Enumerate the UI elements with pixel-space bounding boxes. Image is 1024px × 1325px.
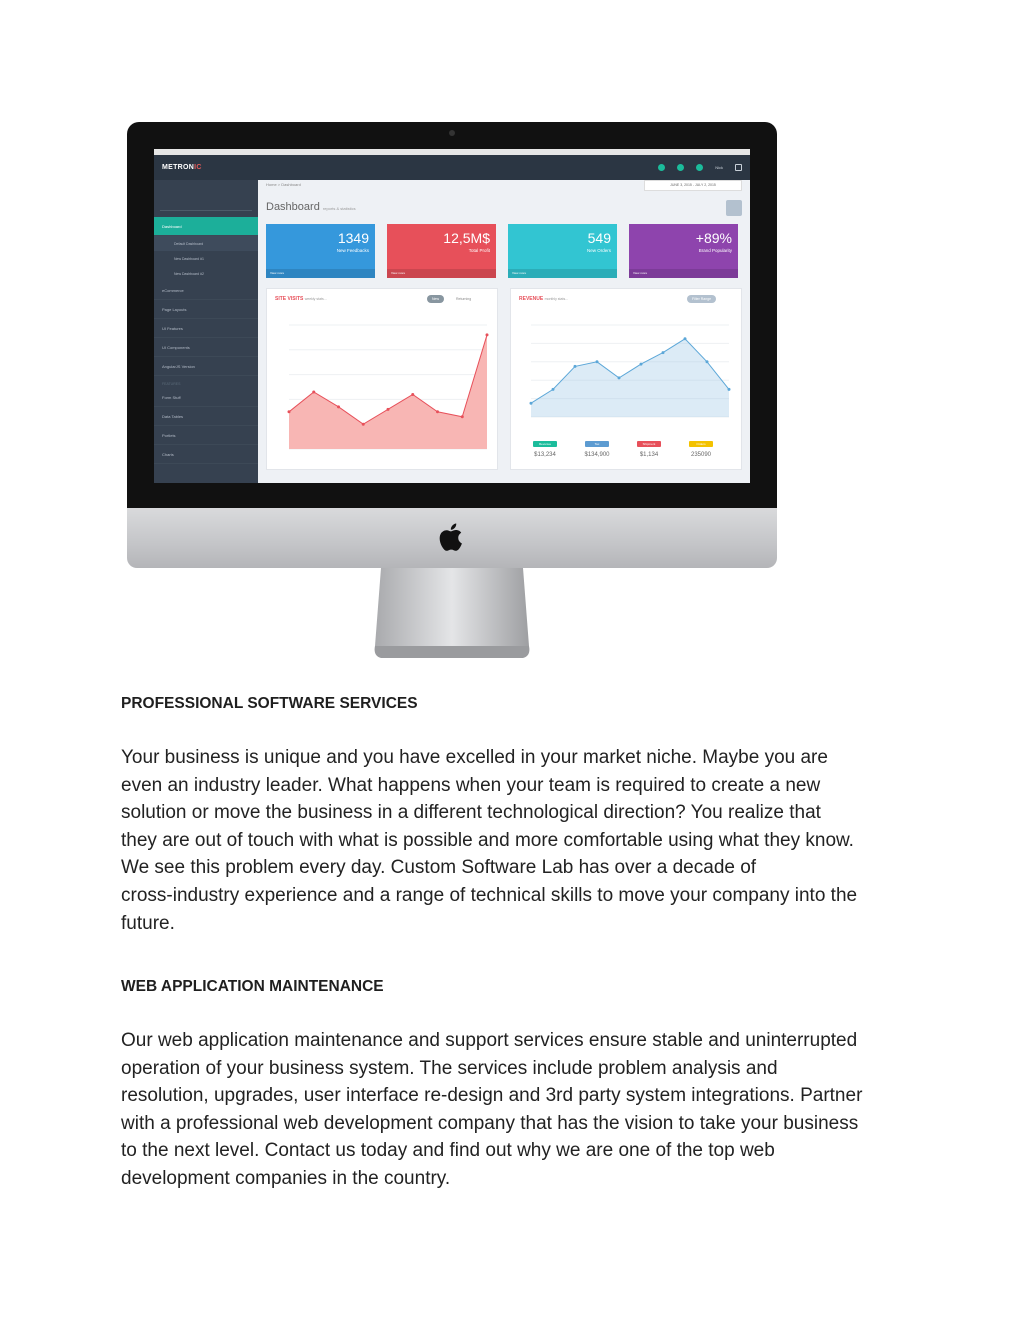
stat-tile xyxy=(266,224,375,278)
data-point xyxy=(640,363,643,366)
notification-icon xyxy=(658,164,665,171)
app-logo: METRONIC xyxy=(162,164,202,171)
sidebar-item: eCommerce xyxy=(154,281,258,300)
paragraph-line: Our web application maintenance and support services ensure stable and uninterrupted xyxy=(121,1030,858,1051)
stat-tile xyxy=(387,224,496,278)
tasks-icon xyxy=(696,164,703,171)
data-point xyxy=(706,360,709,363)
sidebar-item: UI Components xyxy=(154,338,258,357)
section-heading-web-maintenance: WEB APPLICATION MAINTENANCE xyxy=(121,978,384,995)
sidebar-search xyxy=(160,202,252,211)
data-point xyxy=(288,410,291,413)
inbox-icon xyxy=(677,164,684,171)
sidebar-item: Charts xyxy=(154,445,258,464)
revenue-kpi xyxy=(577,432,617,458)
stat-label: Brand Popularity xyxy=(698,248,732,253)
stat-value: 549 xyxy=(587,230,611,246)
logout-icon xyxy=(735,164,742,171)
sidebar-item: New Dashboard #2 xyxy=(174,271,204,276)
sidebar-item: New Dashboard #1 xyxy=(174,256,204,261)
view-more-link: View more xyxy=(508,269,617,278)
view-more-link: View more xyxy=(629,269,738,278)
stat-tile xyxy=(508,224,617,278)
site-visits-title: SITE VISITS xyxy=(275,296,304,302)
site-visits-chart xyxy=(267,289,497,469)
sidebar-item: UI Features xyxy=(154,319,258,338)
imac-mockup-image xyxy=(127,122,777,662)
apple-logo-icon xyxy=(435,520,469,554)
paragraph-line: cross-industry experience and a range of technical skills to move your company into the xyxy=(121,884,858,906)
stat-tile xyxy=(629,224,738,278)
stat-value: +89% xyxy=(695,230,732,246)
gear-icon xyxy=(726,200,742,216)
sidebar-item: Portlets xyxy=(154,426,258,445)
sidebar-item: Dashboard xyxy=(154,217,258,236)
paragraph-line: to the next level. Contact us today and find out why we are one of the top web xyxy=(121,1140,775,1162)
camera-dot xyxy=(449,130,455,136)
dashboard-content xyxy=(258,180,750,483)
kpi-tag: Orders xyxy=(689,441,713,447)
series-area xyxy=(531,339,729,417)
data-point xyxy=(618,376,621,379)
stat-value: 12,5M$ xyxy=(443,230,490,246)
paragraph-line: operation of your business system. The services include problem analysis and xyxy=(121,1057,778,1079)
user-name: Nick xyxy=(715,165,723,170)
revenue-kpi xyxy=(681,432,721,458)
paragraph-line: even an industry leader. What happens when your team is required to create a new xyxy=(121,774,821,796)
view-more-link: View more xyxy=(266,269,375,278)
stat-label: Total Profit xyxy=(468,248,490,253)
sidebar-item: Form Stuff xyxy=(154,388,258,407)
kpi-value: 235090 xyxy=(690,452,712,458)
paragraph-line: Your business is unique and you have excelled in your market niche. Maybe you are xyxy=(121,747,828,768)
revenue-title: REVENUE xyxy=(519,296,544,302)
kpi-tag: Revenue xyxy=(533,441,557,447)
kpi-value: $134,900 xyxy=(584,452,610,458)
sidebar-item: Default Dashboard xyxy=(154,236,258,251)
sidebar-item: FEATURES xyxy=(162,382,181,386)
revenue-kpi xyxy=(525,432,565,458)
data-point xyxy=(362,423,365,426)
monitor-stand xyxy=(353,568,551,660)
data-point xyxy=(574,365,577,368)
data-point xyxy=(728,388,731,391)
section-body-web-maintenance xyxy=(121,1027,911,1193)
view-more-link: View more xyxy=(387,269,496,278)
data-point xyxy=(436,410,439,413)
section-heading-professional-services: PROFESSIONAL SOFTWARE SERVICES xyxy=(121,695,418,712)
kpi-value: $1,134 xyxy=(639,452,659,458)
filter-range-button: Filter Range xyxy=(687,295,716,303)
data-point xyxy=(530,402,533,405)
revenue-panel: REVENUE monthly stats... Filter Range Revenue $13,234 Tax $134,900 Shipment $1,134 Orders 235090 xyxy=(510,288,742,470)
data-point xyxy=(662,351,665,354)
site-visits-panel: SITE VISITS weekly stats... New Returning xyxy=(266,288,498,470)
data-point xyxy=(461,415,464,418)
monitor-bezel xyxy=(127,122,777,508)
data-point xyxy=(552,388,555,391)
kpi-tag: Tax xyxy=(585,441,609,447)
data-point xyxy=(684,337,687,340)
data-point xyxy=(312,390,315,393)
paragraph-line: resolution, upgrades, user interface re-design and 3rd party system integrations. Partner xyxy=(121,1085,863,1107)
paragraph-line: solution or move the business in a different technological direction? You realize that xyxy=(121,802,821,824)
sidebar-item: AngularJS Version xyxy=(154,357,258,376)
kpi-tag: Shipment xyxy=(637,441,661,447)
app-header xyxy=(154,155,750,180)
stat-value: 1349 xyxy=(337,230,369,246)
data-point xyxy=(486,333,489,336)
kpi-value: $13,234 xyxy=(534,452,556,458)
paragraph-line: with a professional web development company that has the vision to take your business xyxy=(121,1112,859,1134)
paragraph-line: development companies in the country. xyxy=(121,1167,451,1189)
monitor-chin xyxy=(127,508,777,568)
sidebar xyxy=(154,180,258,483)
breadcrumb: Home > Dashboard xyxy=(266,182,301,187)
series-area xyxy=(289,335,487,449)
data-point xyxy=(596,360,599,363)
paragraph-line: We see this problem every day. Custom Software Lab has over a decade of xyxy=(121,857,757,879)
revenue-kpi xyxy=(629,432,669,458)
toggle-new: New xyxy=(427,295,444,303)
page-title: Dashboard reports & statistics xyxy=(266,201,356,213)
toggle-returning: Returning xyxy=(456,297,472,301)
data-point xyxy=(337,405,340,408)
date-range: JUNE 3, 2015 - JULY 2, 2015 xyxy=(644,180,742,191)
data-point xyxy=(411,393,414,396)
sidebar-item: Data Tables xyxy=(154,407,258,426)
paragraph-line: future. xyxy=(121,912,175,934)
section-body-professional-services xyxy=(121,744,911,937)
sidebar-item: Page Layouts xyxy=(154,300,258,319)
dashboard-screen xyxy=(154,149,750,483)
paragraph-line: they are out of touch with what is possible and more comfortable using what they know. xyxy=(121,829,854,851)
stat-label: New Feedbacks xyxy=(336,248,369,253)
data-point xyxy=(387,408,390,411)
stat-label: New Orders xyxy=(586,248,611,253)
